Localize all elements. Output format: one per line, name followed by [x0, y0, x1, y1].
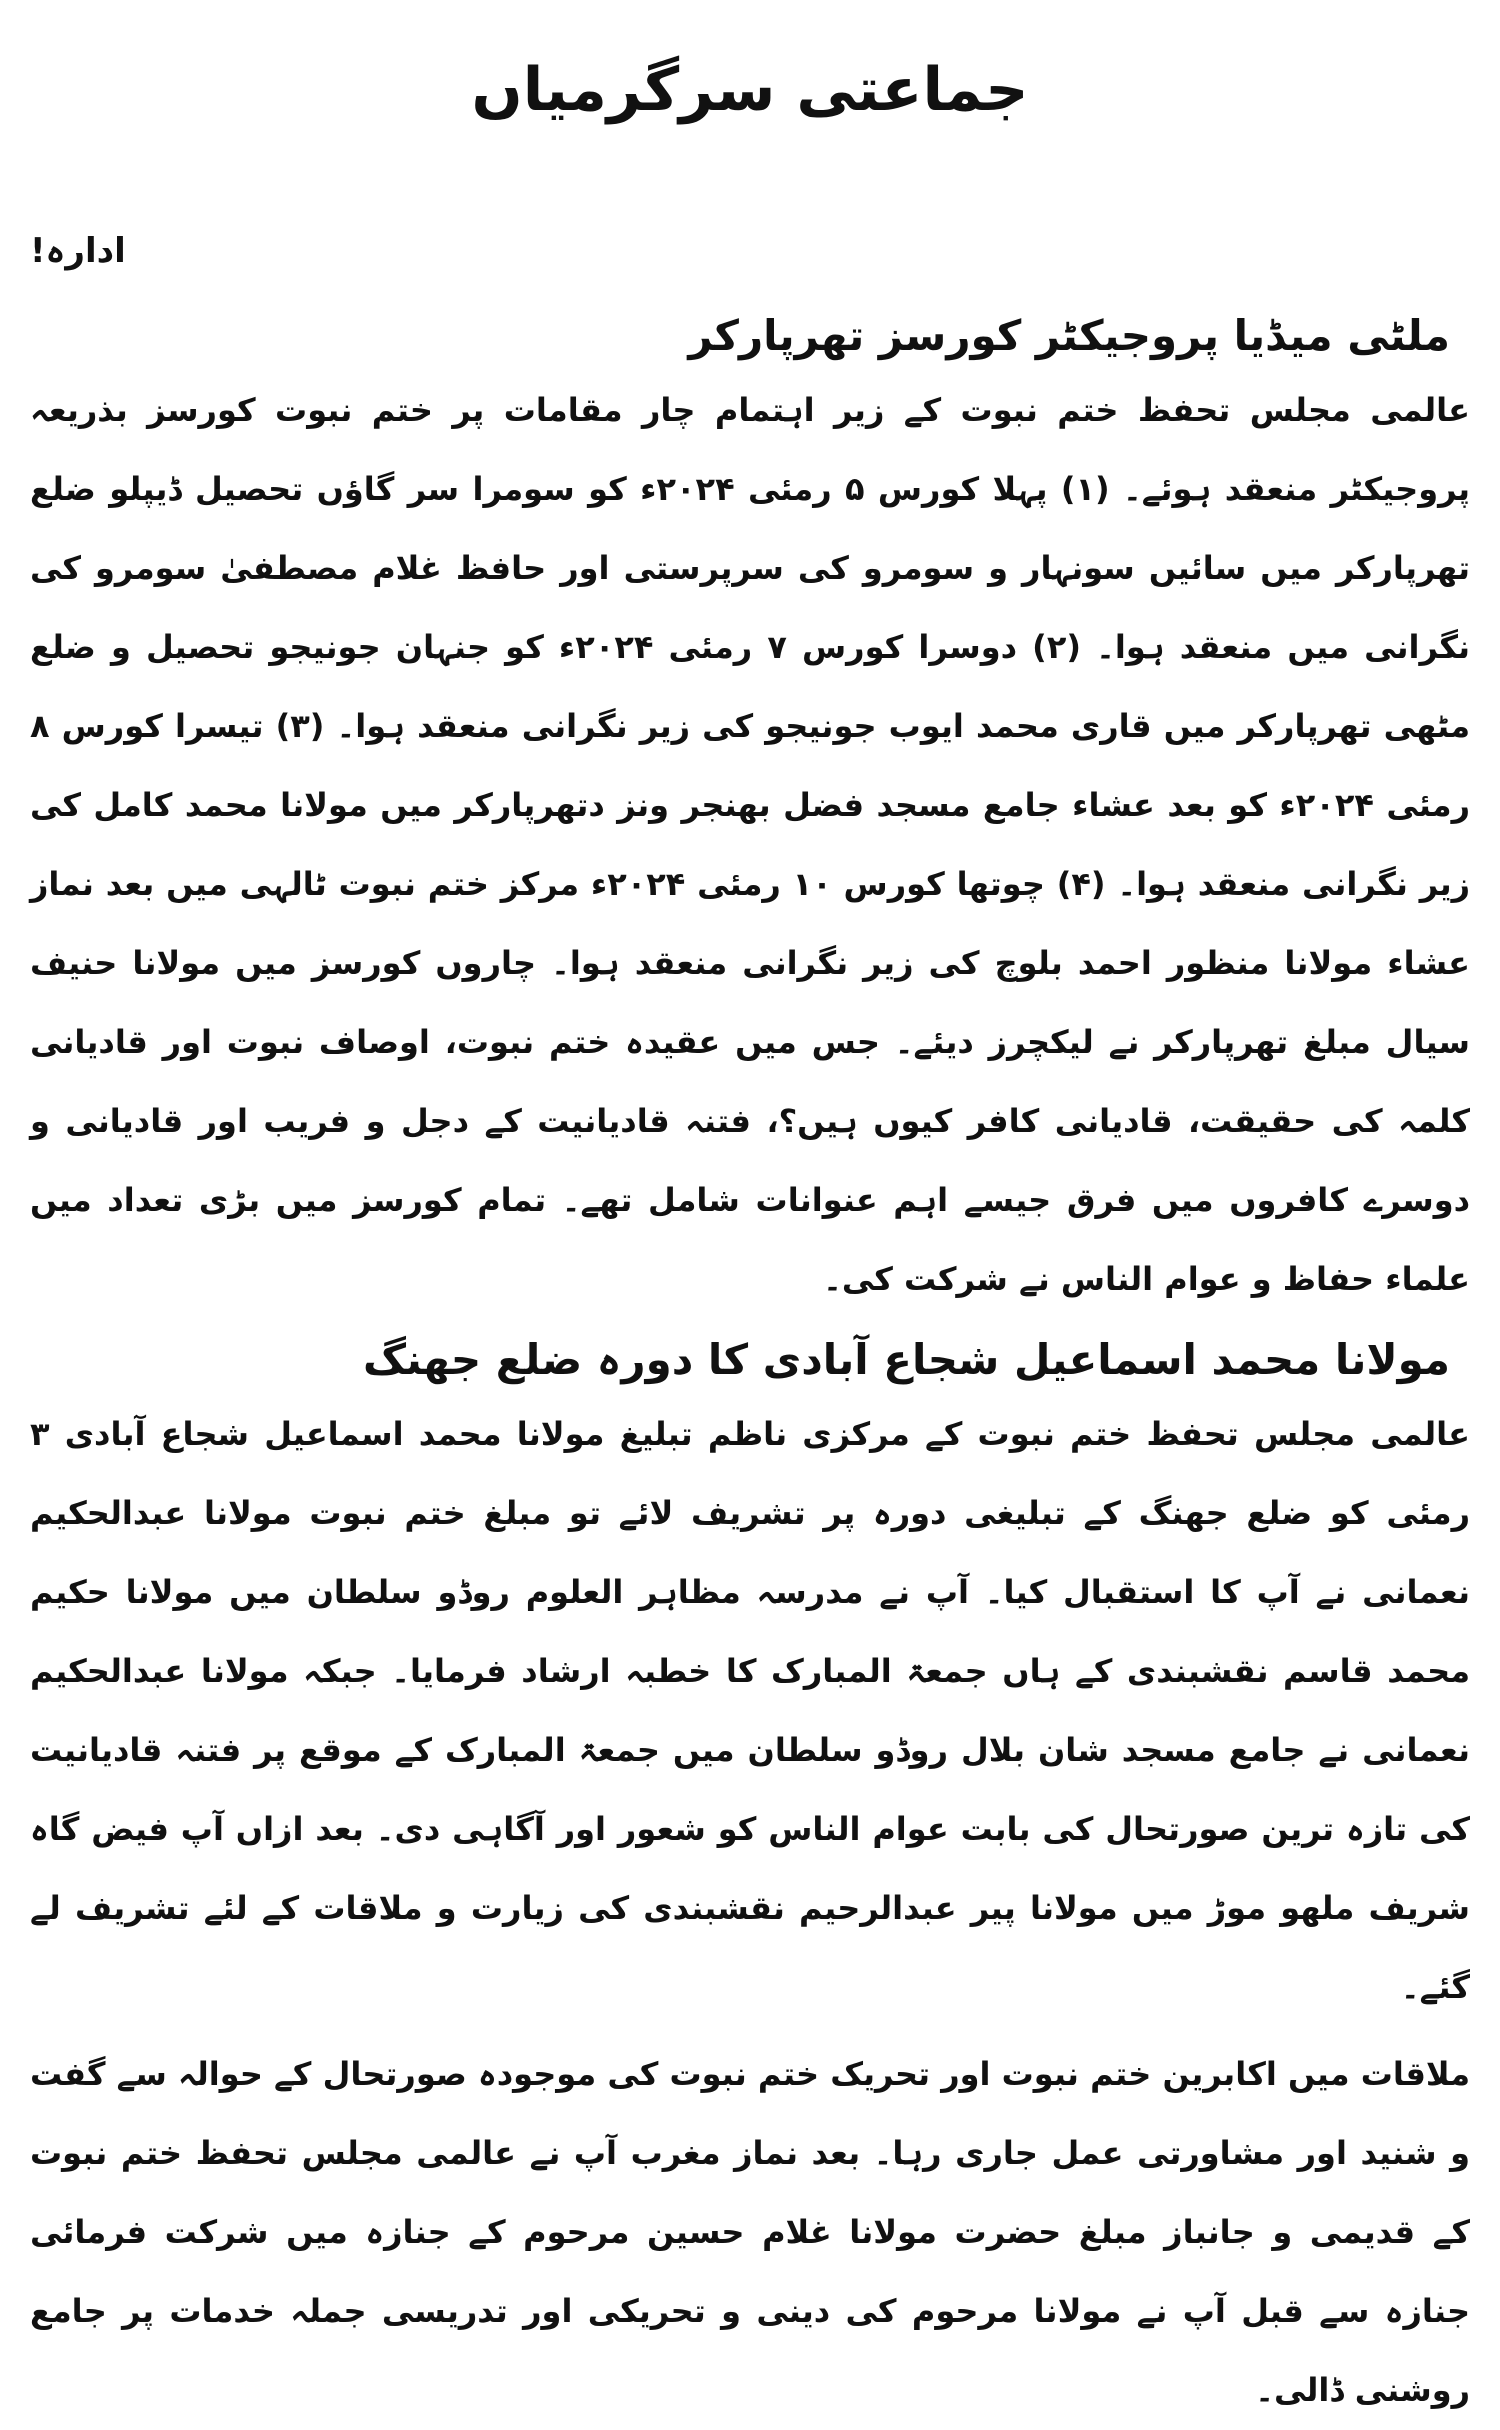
- byline: ادارہ!: [30, 231, 126, 271]
- section-paragraph: عالمی مجلس تحفظ ختم نبوت کے زیر اہتمام چار مقامات پر ختم نبوت کورسز بذریعہ پروجیکٹر منعقد ہوئے۔ (۱) پہلا کورس ۵ رمئی ۲۰۲۴ء کو سومرا سر گاؤں تحصیل ڈیپلو ضلع تھرپارکر میں سائیں سونہار و سومرو کی سرپرستی اور حافظ غلام مصطفیٰ سومرو کی نگرانی میں منعقد ہوا۔ (۲) دوسرا کورس ۷ رمئی ۲۰۲۴ء کو جنہان جونیجو تحصیل و ضلع مٹھی تھرپارکر میں قاری محمد ایوب جونیجو کی زیر نگرانی منعقد ہوا۔ (۳) تیسرا کورس ۸ رمئی ۲۰۲۴ء کو بعد عشاء جامع مسجد فضل بھنجر ونز دتھرپارکر میں مولانا محمد کامل کی زیر نگرانی منعقد ہوا۔ (۴) چوتھا کورس ۱۰ رمئی ۲۰۲۴ء مرکز ختم نبوت ٹالہی میں بعد نماز عشاء مولانا منظور احمد بلوچ کی زیر نگرانی منعقد ہوا۔ چاروں کورسز میں مولانا حنیف سیال مبلغ تھرپارکر نے لیکچرز دیئے۔ جس میں عقیدہ ختم نبوت، اوصاف نبوت اور قادیانی کلمہ کی حقیقت، قادیانی کافر کیوں ہیں؟، فتنہ قادیانیت کے دجل و فریب اور قادیانی و دوسرے کافروں میں فرق جیسے اہم عنوانات شامل تھے۔ تمام کورسز میں بڑی تعداد میں علماء حفاظ و عوام الناس نے شرکت کی۔: [30, 391, 1471, 1298]
- section-paragraph: عالمی مجلس تحفظ ختم نبوت کے مرکزی ناظم تبلیغ مولانا محمد اسماعیل شجاع آبادی ۳ رمئی کو ضلع جھنگ کے تبلیغی دورہ پر تشریف لائے تو مبلغ ختم نبوت مولانا عبدالحکیم نعمانی نے آپ کا استقبال کیا۔ آپ نے مدرسہ مظاہر العلوم روڈو سلطان میں مولانا حکیم محمد قاسم نقشبندی کے ہاں جمعۃ المبارک کا خطبہ ارشاد فرمایا۔ جبکہ مولانا عبدالحکیم نعمانی نے جامع مسجد شان بلال روڈو سلطان میں جمعۃ المبارک کے موقع پر فتنہ قادیانیت کی تازہ ترین صورتحال کی بابت عوام الناس کو شعور اور آگاہی دی۔ بعد ازاں آپ فیض گاہ شریف ملھو موڑ میں مولانا پیر عبدالرحیم نقشبندی کی زیارت و ملاقات کے لئے تشریف لے گئے۔: [30, 1415, 1471, 2006]
- section-heading-jhang-tour: مولانا محمد اسماعیل شجاع آبادی کا دورہ ضلع جھنگ: [363, 1335, 1450, 1384]
- section-heading-multimedia-courses: ملٹی میڈیا پروجیکٹر کورسز تھرپارکر: [688, 311, 1450, 360]
- page-title: جماعتی سرگرمیاں: [471, 55, 1029, 125]
- document-page: [30, 40, 1471, 2409]
- section-paragraph: ملاقات میں اکابرین ختم نبوت اور تحریک ختم نبوت کی موجودہ صورتحال کے حوالہ سے گفت و شنید اور مشاورتی عمل جاری رہا۔ بعد نماز مغرب آپ نے عالمی مجلس تحفظ ختم نبوت کے قدیمی و جانباز مبلغ حضرت مولانا غلام حسین مرحوم کے جنازہ میں شرکت فرمائی جنازہ سے قبل آپ نے مولانا مرحوم کی دینی و تحریکی اور تدریسی جملہ خدمات پر جامع روشنی ڈالی۔: [30, 2055, 1470, 2409]
